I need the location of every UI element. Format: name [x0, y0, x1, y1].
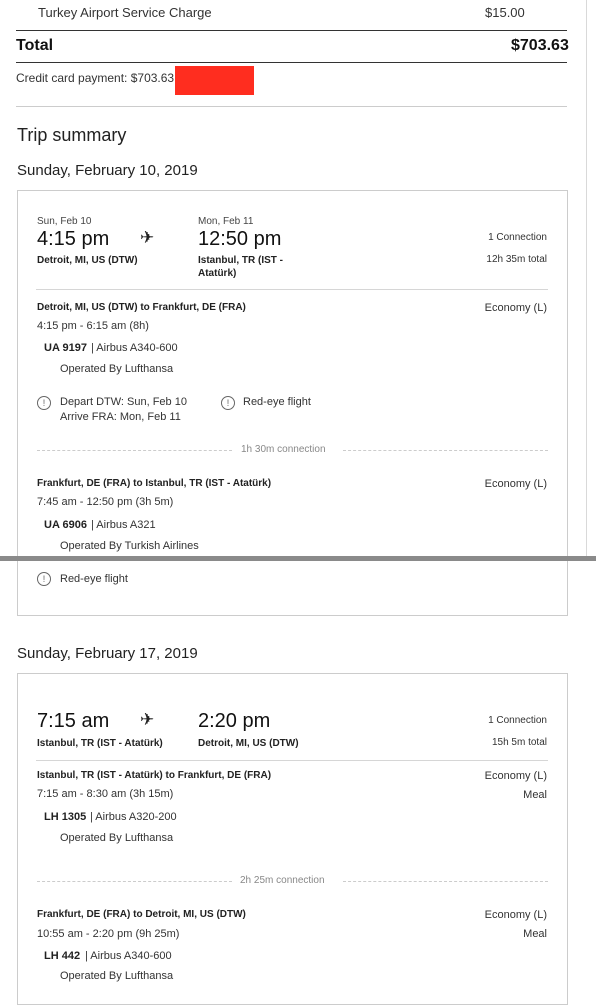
trip1-seg1-route: Detroit, MI, US (DTW) to Frankfurt, DE (FRA): [37, 302, 246, 313]
trip1-seg2-route: Frankfurt, DE (FRA) to Istanbul, TR (IST - Atatürk): [37, 478, 272, 489]
summary-divider: [16, 106, 567, 107]
trip2-seg1-route: Istanbul, TR (IST - Atatürk) to Frankfurt, DE (FRA): [37, 770, 272, 781]
trip2-seg1-meal: Meal: [523, 789, 547, 801]
trip2-seg1-aircraft: | Airbus A320-200: [90, 811, 177, 823]
page-right-border: [586, 0, 587, 556]
screenshot-seam: [0, 556, 596, 561]
trip1-seg2-aircraft: | Airbus A321: [91, 519, 156, 531]
service-charge-value: $15.00: [485, 5, 525, 20]
trip2-connection-label: 2h 25m connection: [240, 875, 325, 886]
trip2-arrive-city: Detroit, MI, US (DTW): [198, 738, 299, 749]
trip2-date: Sunday, February 17, 2019: [17, 645, 198, 662]
airplane-icon: ✈: [140, 710, 155, 729]
credit-card-payment: Credit card payment: $703.63: [16, 71, 175, 85]
trip1-arrive-time: 12:50 pm: [198, 228, 282, 250]
trip1-seg2-operated-by: Operated By Turkish Airlines: [60, 540, 199, 552]
trip1-header-divider: [36, 289, 548, 290]
trip2-seg2-flight-number[interactable]: LH 442: [44, 950, 81, 962]
trip1-seg1-warning-depart: Depart DTW: Sun, Feb 10: [60, 396, 187, 408]
service-charge-label: Turkey Airport Service Charge: [38, 5, 212, 20]
trip1-arrive-city-line2: Atatürk): [198, 268, 237, 279]
trip1-seg1-aircraft: | Airbus A340-600: [91, 342, 178, 354]
trip2-depart-city: Istanbul, TR (IST - Atatürk): [37, 738, 163, 749]
trip1-connections: 1 Connection: [488, 232, 547, 243]
trip2-seg1-operated-by: Operated By Lufthansa: [60, 832, 174, 844]
trip2-seg1-flight-number[interactable]: LH 1305: [44, 811, 87, 823]
redaction-box: [175, 66, 254, 95]
trip2-arrive-time: 2:20 pm: [198, 710, 271, 732]
info-circle-icon: !: [221, 396, 235, 410]
trip1-arrive-day: Mon, Feb 11: [198, 216, 254, 227]
total-top-divider: [16, 30, 567, 31]
trip1-seg2-times: 7:45 am - 12:50 pm (3h 5m): [37, 496, 174, 508]
trip1-depart-day: Sun, Feb 10: [37, 216, 92, 227]
trip1-seg1-redeye: Red-eye flight: [243, 396, 311, 408]
info-circle-icon: !: [37, 396, 51, 410]
trip2-seg2-cabin: Economy (L): [484, 909, 547, 921]
trip2-connection-dash-right: [343, 881, 548, 882]
trip2-header-divider: [36, 760, 548, 761]
trip2-seg2-operated-by: Operated By Lufthansa: [60, 970, 174, 982]
trip2-connection-dash-left: [37, 881, 232, 882]
trip2-total-time: 15h 5m total: [491, 737, 547, 748]
trip1-seg1-operated-by: Operated By Lufthansa: [60, 363, 174, 375]
trip1-seg2-flight-number[interactable]: UA 6906: [44, 519, 88, 531]
trip1-arrive-city-line1: Istanbul, TR (IST -: [198, 255, 283, 266]
trip-summary-title: Trip summary: [17, 125, 127, 145]
trip1-total-time: 12h 35m total: [486, 254, 547, 265]
trip2-depart-time: 7:15 am: [37, 710, 110, 732]
trip1-connection-label: 1h 30m connection: [241, 444, 326, 455]
trip2-seg2-meal: Meal: [523, 928, 547, 940]
trip2-seg2-aircraft: | Airbus A340-600: [85, 950, 172, 962]
trip1-seg1-cabin: Economy (L): [484, 302, 547, 314]
trip1-seg1-warning-arrive: Arrive FRA: Mon, Feb 11: [60, 411, 181, 423]
airplane-icon: ✈: [140, 228, 155, 247]
trip1-connection-dash-left: [37, 450, 232, 451]
trip2-seg2-route: Frankfurt, DE (FRA) to Detroit, MI, US (DTW): [37, 909, 246, 920]
trip1-seg2-redeye: Red-eye flight: [60, 573, 128, 585]
total-value: $703.63: [511, 37, 569, 54]
trip2-connections: 1 Connection: [488, 715, 547, 726]
trip1-seg1-flight-number[interactable]: UA 9197: [44, 342, 88, 354]
trip2-seg1-cabin: Economy (L): [484, 770, 547, 782]
total-bottom-divider: [16, 62, 567, 63]
trip2-seg2-times: 10:55 am - 2:20 pm (9h 25m): [37, 928, 180, 940]
total-label: Total: [16, 37, 54, 54]
trip1-connection-dash-right: [343, 450, 548, 451]
trip2-seg1-times: 7:15 am - 8:30 am (3h 15m): [37, 788, 174, 800]
trip1-date: Sunday, February 10, 2019: [17, 162, 198, 179]
trip1-depart-time: 4:15 pm: [37, 228, 110, 250]
trip1-seg2-cabin: Economy (L): [484, 478, 547, 490]
trip1-depart-city: Detroit, MI, US (DTW): [37, 255, 138, 266]
info-circle-icon: !: [37, 572, 51, 586]
trip1-seg1-times: 4:15 pm - 6:15 am (8h): [37, 320, 149, 332]
